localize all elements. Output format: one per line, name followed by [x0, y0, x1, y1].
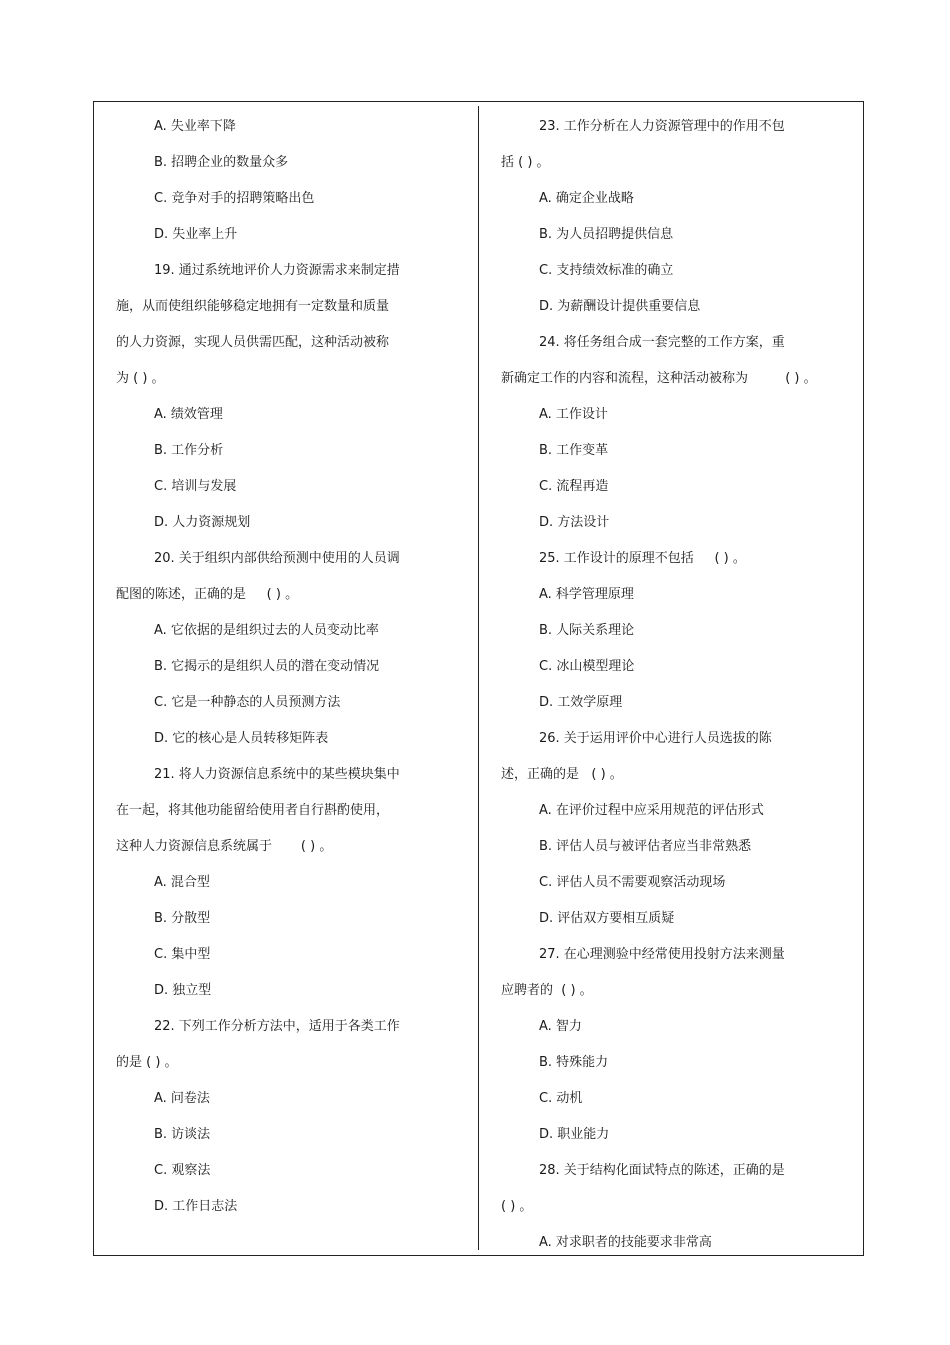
question-text: 20. 关于组织内部供给预测中使用的人员调: [154, 551, 400, 566]
question-text: 26. 关于运用评价中心进行人员选拔的陈: [539, 731, 772, 746]
answer-option: B. 评估人员与被评估者应当非常熟悉: [539, 839, 752, 854]
answer-option: C. 评估人员不需要观察活动现场: [539, 875, 726, 890]
answer-option: B. 特殊能力: [539, 1055, 609, 1070]
question-text: 25. 工作设计的原理不包括 ( ) 。: [539, 551, 746, 566]
column-divider: [478, 106, 479, 1250]
question-text: 22. 下列工作分析方法中，适用于各类工作: [154, 1019, 400, 1034]
answer-option: A. 科学管理原理: [539, 587, 634, 602]
answer-option: A. 对求职者的技能要求非常高: [539, 1235, 712, 1250]
question-text: 括 ( ) 。: [501, 155, 550, 170]
question-text: 施，从而使组织能够稳定地拥有一定数量和质量: [116, 299, 390, 314]
question-text: ( ) 。: [501, 1199, 533, 1214]
answer-option: B. 为人员招聘提供信息: [539, 227, 674, 242]
answer-option: B. 招聘企业的数量众多: [154, 155, 289, 170]
answer-option: A. 在评价过程中应采用规范的评估形式: [539, 803, 764, 818]
answer-option: D. 职业能力: [539, 1127, 610, 1142]
answer-option: C. 支持绩效标准的确立: [539, 263, 674, 278]
question-text: 应聘者的 ( ) 。: [501, 983, 593, 998]
left-column: [116, 111, 466, 1227]
question-text: 23. 工作分析在人力资源管理中的作用不包: [539, 119, 785, 134]
answer-option: D. 工作日志法: [154, 1199, 238, 1214]
answer-option: A. 智力: [539, 1019, 582, 1034]
answer-option: A. 绩效管理: [154, 407, 223, 422]
answer-option: A. 失业率下降: [154, 119, 236, 134]
answer-option: D. 为薪酬设计提供重要信息: [539, 299, 701, 314]
answer-option: D. 它的核心是人员转移矩阵表: [154, 731, 329, 746]
answer-option: B. 它揭示的是组织人员的潜在变动情况: [154, 659, 380, 674]
answer-option: A. 问卷法: [154, 1091, 210, 1106]
answer-option: C. 集中型: [154, 947, 211, 962]
answer-option: A. 确定企业战略: [539, 191, 634, 206]
answer-option: A. 工作设计: [539, 407, 608, 422]
answer-option: C. 培训与发展: [154, 479, 237, 494]
question-text: 在一起，将其他功能留给使用者自行斟酌使用，: [116, 803, 390, 818]
answer-option: C. 动机: [539, 1091, 583, 1106]
answer-option: A. 混合型: [154, 875, 210, 890]
answer-option: D. 独立型: [154, 983, 212, 998]
answer-option: B. 访谈法: [154, 1127, 211, 1142]
answer-option: C. 流程再造: [539, 479, 609, 494]
question-text: 的人力资源，实现人员供需匹配，这种活动被称: [116, 335, 390, 350]
answer-option: D. 方法设计: [539, 515, 610, 530]
answer-option: B. 工作分析: [154, 443, 224, 458]
right-column: [501, 111, 851, 1263]
answer-option: D. 失业率上升: [154, 227, 238, 242]
question-text: 配图的陈述，正确的是 ( ) 。: [116, 587, 299, 602]
question-text: 21. 将人力资源信息系统中的某些模块集中: [154, 767, 400, 782]
question-text: 新确定工作的内容和流程，这种活动被称为 ( ) 。: [501, 371, 817, 386]
answer-option: B. 人际关系理论: [539, 623, 635, 638]
answer-option: D. 工效学原理: [539, 695, 623, 710]
answer-option: D. 人力资源规划: [154, 515, 251, 530]
question-text: 27. 在心理测验中经常使用投射方法来测量: [539, 947, 785, 962]
answer-option: C. 它是一种静态的人员预测方法: [154, 695, 341, 710]
question-text: 为 ( ) 。: [116, 371, 165, 386]
question-text: 19. 通过系统地评价人力资源需求来制定措: [154, 263, 400, 278]
question-text: 这种人力资源信息系统属于 ( ) 。: [116, 839, 333, 854]
question-text: 24. 将任务组合成一套完整的工作方案，重: [539, 335, 785, 350]
answer-option: A. 它依据的是组织过去的人员变动比率: [154, 623, 379, 638]
answer-option: C. 观察法: [154, 1163, 211, 1178]
answer-option: B. 分散型: [154, 911, 211, 926]
answer-option: C. 竞争对手的招聘策略出色: [154, 191, 315, 206]
answer-option: C. 冰山模型理论: [539, 659, 635, 674]
question-text: 的是 ( ) 。: [116, 1055, 178, 1070]
question-text: 28. 关于结构化面试特点的陈述，正确的是: [539, 1163, 785, 1178]
answer-option: B. 工作变革: [539, 443, 609, 458]
question-text: 述，正确的是 ( ) 。: [501, 767, 623, 782]
answer-option: D. 评估双方要相互质疑: [539, 911, 675, 926]
